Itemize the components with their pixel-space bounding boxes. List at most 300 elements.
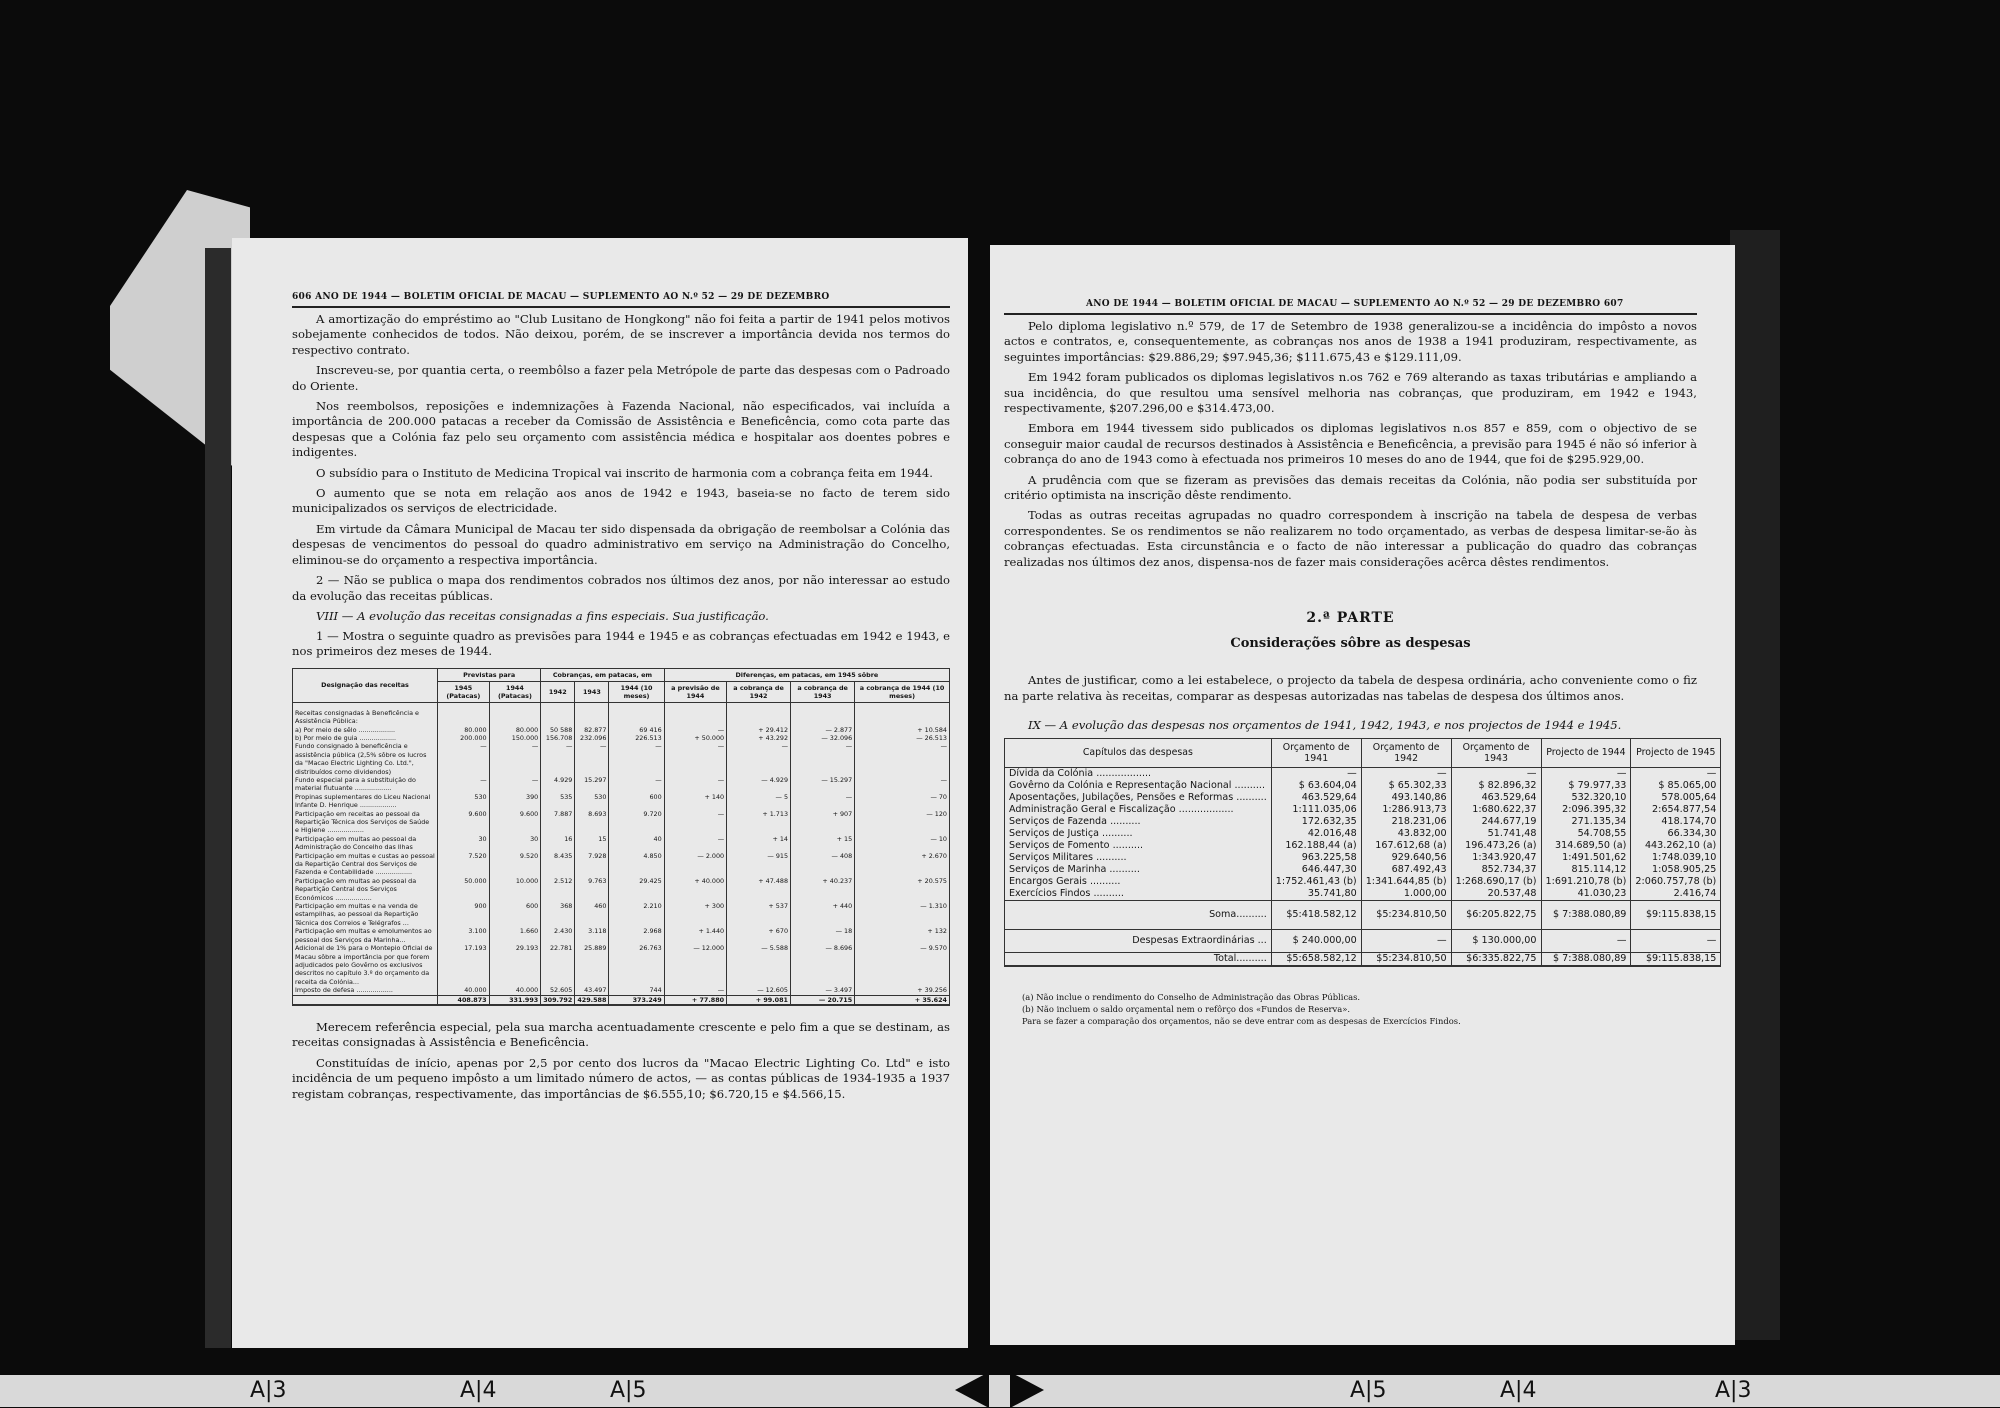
row-label: Administração Geral e Fiscalização .................. — [1005, 804, 1272, 816]
cell-value: — 12.000 — [664, 944, 726, 986]
table-row — [293, 810, 950, 835]
table-header-row — [1005, 738, 1721, 767]
table-row — [1005, 864, 1721, 876]
cell-value: 15 — [575, 835, 609, 852]
cell-value: 40.000 — [489, 986, 541, 995]
cell-value: — — [1631, 929, 1721, 952]
cell-value: + 140 — [664, 793, 726, 810]
row-label: Participação em multas e na venda de estampilhas, ao pessoal da Repartição Técnica dos Correios e Telégrafos ... — [293, 902, 438, 927]
section-intro: 1 — Mostra o seguinte quadro as previsões para 1944 e 1945 e as cobranças efectuadas em 1942 e 1943, e nos primeiros dez meses de 1944. — [292, 628, 950, 659]
column-header: a cobrança de 1942 — [727, 681, 791, 702]
cell-value: 535 — [541, 793, 575, 810]
part-intro: Antes de justificar, como a lei estabelece, o projecto da tabela de despesa ordinária, acho conveniente como o fiz na parte relativa às receitas, comparar as despesas autorizadas nas tabelas de despesa dos últimos anos. — [1004, 673, 1697, 703]
cell-value: $ 63.604,04 — [1271, 780, 1361, 792]
cell-value: 2.968 — [609, 927, 664, 944]
table-row — [1005, 852, 1721, 864]
cell-value — [575, 702, 609, 725]
cell-value: 2.416,74 — [1631, 888, 1721, 901]
cell-value: 271.135,34 — [1541, 816, 1631, 828]
column-header: Projecto de 1944 — [1541, 738, 1631, 767]
cell-value: 9.520 — [489, 852, 541, 877]
cell-value: $ 85.065,00 — [1631, 780, 1721, 792]
cell-value: — 70 — [855, 793, 950, 810]
film-mark: A|5 — [1350, 1378, 1387, 1403]
cell-value: — 12.605 — [727, 986, 791, 995]
paragraph: O subsídio para o Instituto de Medicina Tropical vai inscrito de harmonia com a cobrança feita em 1944. — [316, 465, 933, 480]
column-header: Projecto de 1945 — [1631, 738, 1721, 767]
cell-value: 2:096.395,32 — [1541, 804, 1631, 816]
cell-value: + 20.575 — [855, 877, 950, 902]
cell-value: 532.320,10 — [1541, 792, 1631, 804]
cell-value: 10.000 — [489, 877, 541, 902]
paragraph: Embora em 1944 tivessem sido publicados os diplomas legislativos n.os 857 e 859, com o objectivo de se conseguir maior caudal de recursos destinados à Assistência e Beneficência, a previsão para 1945 é não só inferior à cobrança do ano de 1943 como à efectuada nos primeiros 10 meses do ano de 1944, que foi de $295.929,00. — [1004, 421, 1697, 467]
cell-value: 16 — [541, 835, 575, 852]
table-row — [1005, 792, 1721, 804]
paragraph: Todas as outras receitas agrupadas no quadro correspondem à inscrição na tabela de despesa de verbas correspondentes. Se os rendimentos se não realizarem no todo orçamentado, as verbas de despesa limitar-se-ão às cobranças efectuadas. Esta circunstância e o facto de não interessar a publicação do quadro das cobranças realizadas nos últimos dez anos, dispensa-nos de fazer mais considerações acêrca dêstes rendimentos. — [1004, 508, 1697, 569]
table-row — [1005, 828, 1721, 840]
cell-value: 3.118 — [575, 927, 609, 944]
cell-value: $5:234.810,50 — [1361, 900, 1451, 929]
cell-value: — — [664, 810, 726, 835]
column-header: a cobrança de 1944 (10 meses) — [855, 681, 950, 702]
cell-value: 963.225,58 — [1271, 852, 1361, 864]
cell-value: — 3.497 — [791, 986, 855, 995]
cell-value: 1:341.644,85 (b) — [1361, 876, 1451, 888]
cell-value: 1:691.210,78 (b) — [1541, 876, 1631, 888]
cell-value: 218.231,06 — [1361, 816, 1451, 828]
cell-value: 200.000 — [438, 734, 490, 742]
row-label: Participação em receitas ao pessoal da Repartição Técnica dos Serviços de Saúde e Higiene .................. — [293, 810, 438, 835]
cell-value: — 408 — [791, 852, 855, 877]
cell-value: 314.689,50 (a) — [1541, 840, 1631, 852]
cell-value: 373.249 — [609, 995, 664, 1005]
column-header: 1944 (10 meses) — [609, 681, 664, 702]
cell-value: 429.588 — [575, 995, 609, 1005]
paragraph: O aumento que se nota em relação aos anos de 1942 e 1943, baseia-se no facto de terem sido municipalizados os serviços de electricidade. — [292, 486, 950, 516]
cell-value — [664, 702, 726, 725]
cell-value: 2.430 — [541, 927, 575, 944]
table-row — [1005, 888, 1721, 901]
cell-value: — — [1361, 929, 1451, 952]
cell-value: 1:058.905,25 — [1631, 864, 1721, 876]
column-header: a cobrança de 1943 — [791, 681, 855, 702]
right-page-header: ANO DE 1944 — BOLETIM OFICIAL DE MACAU — SUPLEMENTO AO N.º 52 — 29 DE DEZEMBRO 607 — [1086, 299, 1624, 309]
cell-value: — 915 — [727, 852, 791, 877]
cell-value: 463.529,64 — [1451, 792, 1541, 804]
row-label: Fundo consignado à beneficência e assistência pública (2,5% sôbre os lucros da "Macao Electric Lighting Co. Ltd.", distribuídos como dividendos) — [293, 742, 438, 776]
cell-value: 368 — [541, 902, 575, 927]
left-book-edge — [205, 248, 231, 1348]
right-page — [990, 245, 1735, 1345]
cell-value: — — [609, 776, 664, 793]
film-mark: A|4 — [460, 1378, 497, 1403]
row-label: Govêrno da Colónia e Representação Nacional .......... — [1005, 780, 1272, 792]
right-paragraphs — [1004, 319, 1697, 570]
cell-value: + 132 — [855, 927, 950, 944]
cell-value: 22.781 — [541, 944, 575, 986]
table-row — [293, 877, 950, 902]
cell-value: + 43.292 — [727, 734, 791, 742]
total-row — [1005, 952, 1721, 966]
cell-value: + 40.000 — [664, 877, 726, 902]
cell-value: — — [855, 742, 950, 776]
row-label: Total.......... — [1005, 952, 1272, 966]
cell-value: + 300 — [664, 902, 726, 927]
cell-value: 1:491.501,62 — [1541, 852, 1631, 864]
cell-value: — — [1451, 767, 1541, 780]
footnote: (a) Não inclue o rendimento do Conselho de Administração das Obras Públicas. — [1022, 991, 1361, 1002]
cell-value: — — [791, 742, 855, 776]
cell-value — [489, 702, 541, 725]
cell-value: 51.741,48 — [1451, 828, 1541, 840]
cell-value — [855, 702, 950, 725]
left-paragraphs — [292, 312, 950, 604]
cell-value: — 2.877 — [791, 726, 855, 734]
film-bottom-strip — [0, 1375, 2000, 1407]
column-header: 1944 (Patacas) — [489, 681, 541, 702]
paragraph: Constituídas de início, apenas por 2,5 por cento dos lucros da "Macao Electric Lighting Co. Ltd" e isto incidência de um pequeno impôsto a um limitado número de actos, — as contas públicas de 1934-1935 a 1937 registam cobranças, respectivamente, das importâncias de $6.555,10; $6.720,15 e $4.566,15. — [292, 1055, 950, 1101]
extra-row — [1005, 929, 1721, 952]
cell-value — [727, 702, 791, 725]
cell-value: 1.660 — [489, 927, 541, 944]
cell-value: 29.425 — [609, 877, 664, 902]
cell-value: — — [664, 726, 726, 734]
cell-value: + 670 — [727, 927, 791, 944]
row-label: Encargos Gerais .......... — [1005, 876, 1272, 888]
cell-value: 29.193 — [489, 944, 541, 986]
cell-value: 30 — [438, 835, 490, 852]
row-label: Adicional de 1% para o Montepio Oficial de Macau sôbre a importância por que forem adjudicados pelo Govêrno os exclusivos descritos no capítulo 3.º do orçamento da receita da Colónia... — [293, 944, 438, 986]
cell-value: 2.210 — [609, 902, 664, 927]
cell-value: $ 79.977,33 — [1541, 780, 1631, 792]
cell-value: 7.887 — [541, 810, 575, 835]
paragraph: Em virtude da Câmara Municipal de Macau ter sido dispensada da obrigação de reembolsar a Colónia das despesas de vencimentos do pessoal do quadro administrativo em serviço na Administração do Concelho, eliminou-se do orçamento a respectiva importância. — [292, 521, 950, 567]
cell-value: 196.473,26 (a) — [1451, 840, 1541, 852]
film-mark: A|3 — [1715, 1378, 1752, 1403]
cell-value: 25.889 — [575, 944, 609, 986]
right-book-edge — [1730, 230, 1780, 1340]
column-header: 1945 (Patacas) — [438, 681, 490, 702]
cell-value: $5:658.582,12 — [1271, 952, 1361, 966]
cell-value: — 1.310 — [855, 902, 950, 927]
cell-value: — — [1271, 767, 1361, 780]
cell-value: — 5 — [727, 793, 791, 810]
cell-value: $5:234.810,50 — [1361, 952, 1451, 966]
row-label: Soma.......... — [1005, 900, 1272, 929]
column-header: 1943 — [575, 681, 609, 702]
cell-value: + 1.713 — [727, 810, 791, 835]
cell-value: 244.677,19 — [1451, 816, 1541, 828]
footnote: (b) Não incluem o saldo orçamental nem o refôrço dos «Fundos de Reserva». — [1022, 1003, 1351, 1014]
cell-value: 80.000 — [489, 726, 541, 734]
cell-value: 815.114,12 — [1541, 864, 1631, 876]
cell-value: 418.174,70 — [1631, 816, 1721, 828]
table-row — [293, 726, 950, 734]
cell-value: + 907 — [791, 810, 855, 835]
cell-value: 1:286.913,73 — [1361, 804, 1451, 816]
left-page — [232, 238, 968, 1348]
cell-value: 15.297 — [575, 776, 609, 793]
cell-value: 54.708,55 — [1541, 828, 1631, 840]
cell-value: + 15 — [791, 835, 855, 852]
cell-value: + 29.412 — [727, 726, 791, 734]
cell-value: 66.334,30 — [1631, 828, 1721, 840]
cell-value: — — [489, 776, 541, 793]
part-title: 2.ª PARTE — [1306, 610, 1395, 627]
table-body — [293, 702, 950, 1005]
cell-value: 600 — [489, 902, 541, 927]
cell-value: 43.497 — [575, 986, 609, 995]
cell-value: 463.529,64 — [1271, 792, 1361, 804]
cell-value: $ 7:388.080,89 — [1541, 900, 1631, 929]
cell-value: 150.000 — [489, 734, 541, 742]
table-row — [293, 734, 950, 742]
table-row — [293, 793, 950, 810]
cell-value: 52.605 — [541, 986, 575, 995]
cell-value: 41.030,23 — [1541, 888, 1631, 901]
cell-value: + 77.880 — [664, 995, 726, 1005]
paragraph: Em 1942 foram publicados os diplomas legislativos n.os 762 e 769 alterando as taxas tributárias e ampliando a sua incidência, do que resultou uma sensível melhoria nas cobranças, que produziram, em 1942 e 1943, respectivamente, $207.296,00 e $314.473,00. — [1004, 370, 1697, 416]
cell-value: — 10 — [855, 835, 950, 852]
row-label: Participação em multas e custas ao pessoal da Repartição Central dos Serviços de Fazenda e Contabilidade .................. — [293, 852, 438, 877]
cell-value: — 18 — [791, 927, 855, 944]
row-label: Serviços de Justiça .......... — [1005, 828, 1272, 840]
cell-value: 7.928 — [575, 852, 609, 877]
cell-value: — — [1631, 767, 1721, 780]
cell-value: + 14 — [727, 835, 791, 852]
cell-value: 172.632,35 — [1271, 816, 1361, 828]
row-label: Serviços de Fazenda .......... — [1005, 816, 1272, 828]
cell-value: — 26.513 — [855, 734, 950, 742]
row-label: Aposentações, Jubilações, Pensões e Reformas .......... — [1005, 792, 1272, 804]
cell-value: 50.000 — [438, 877, 490, 902]
cell-value: — 2.000 — [664, 852, 726, 877]
row-label: Participação em multas e emolumentos ao pessoal dos Serviços da Marinha... — [293, 927, 438, 944]
table-row — [293, 927, 950, 944]
cell-value: 4.850 — [609, 852, 664, 877]
table-row — [1005, 840, 1721, 852]
cell-value: — 8.696 — [791, 944, 855, 986]
cell-value: 929.640,56 — [1361, 852, 1451, 864]
cell-value: — — [609, 742, 664, 776]
table-row — [1005, 767, 1721, 780]
cell-value: — — [1361, 767, 1451, 780]
cell-value: + 10.584 — [855, 726, 950, 734]
cell-value: 852.734,37 — [1451, 864, 1541, 876]
cell-value: 50 588 — [541, 726, 575, 734]
cell-value: — 32.096 — [791, 734, 855, 742]
cell-value: 4.929 — [541, 776, 575, 793]
cell-value — [609, 702, 664, 725]
cell-value: 2:654.877,54 — [1631, 804, 1721, 816]
cell-value: — — [438, 776, 490, 793]
cell-value: + 35.624 — [855, 995, 950, 1005]
cell-value: — 9.570 — [855, 944, 950, 986]
film-mark: A|3 — [250, 1378, 287, 1403]
cell-value: 646.447,30 — [1271, 864, 1361, 876]
footnotes — [1004, 991, 1697, 1027]
cell-value: — 20.715 — [791, 995, 855, 1005]
column-header: Orçamento de 1942 — [1361, 738, 1451, 767]
cell-value: — 4.929 — [727, 776, 791, 793]
table-body — [1005, 767, 1721, 966]
cell-value: 9.720 — [609, 810, 664, 835]
cell-value: 162.188,44 (a) — [1271, 840, 1361, 852]
cell-value: — — [727, 742, 791, 776]
cell-value: 900 — [438, 902, 490, 927]
cell-value: + 99.081 — [727, 995, 791, 1005]
cell-value: — — [1541, 767, 1631, 780]
cell-value: 1:111.035,06 — [1271, 804, 1361, 816]
cell-value: + 1.440 — [664, 927, 726, 944]
table-row — [293, 986, 950, 995]
table-row — [293, 902, 950, 927]
row-label: Exercícios Findos .......... — [1005, 888, 1272, 901]
row-label: Imposto de defesa .................. — [293, 986, 438, 995]
cell-value: $6:335.822,75 — [1451, 952, 1541, 966]
cell-value: + 50.000 — [664, 734, 726, 742]
cell-value: + 537 — [727, 902, 791, 927]
cell-value: 1.000,00 — [1361, 888, 1451, 901]
table-row — [293, 944, 950, 986]
cell-value: + 440 — [791, 902, 855, 927]
cell-value: 1:343.920,47 — [1451, 852, 1541, 864]
table-row — [1005, 780, 1721, 792]
cell-value: 8.435 — [541, 852, 575, 877]
arrow-right-icon — [1010, 1372, 1044, 1408]
cell-value: — — [664, 776, 726, 793]
cell-value: 40 — [609, 835, 664, 852]
arrow-left-icon — [955, 1372, 989, 1408]
cell-value: — — [438, 742, 490, 776]
cell-value: 156.708 — [541, 734, 575, 742]
cell-value: 1:748.039,10 — [1631, 852, 1721, 864]
row-label: Dívida da Colónia .................. — [1005, 767, 1272, 780]
footnote: Para se fazer a comparação dos orçamentos, não se deve entrar com as despesas de Exercícios Findos. — [1022, 1015, 1461, 1026]
cell-value: — 120 — [855, 810, 950, 835]
cell-value: 493.140,86 — [1361, 792, 1451, 804]
row-label: b) Por meio de guia .................. — [293, 734, 438, 742]
cell-value: 1:268.690,17 (b) — [1451, 876, 1541, 888]
table-row — [293, 776, 950, 793]
section-title-ix: IX — A evolução das despesas nos orçamentos de 1941, 1942, 1943, e nos projectos de 1944 e 1945. — [1028, 717, 1622, 732]
cell-value: — — [541, 742, 575, 776]
cell-value: + 39.256 — [855, 986, 950, 995]
paragraph: Pelo diploma legislativo n.º 579, de 17 de Setembro de 1938 generalizou-se a incidência do impôsto a novos actos e contratos, e, consequentemente, as cobranças nos anos de 1938 a 1941 produziram, respectivamente, as seguintes importâncias: $29.886,29; $97.945,36; $111.675,43 e $129.111,09. — [1004, 319, 1697, 364]
paragraph: Merecem referência especial, pela sua marcha acentuadamente crescente e pelo fim a que se destinam, as receitas consignadas à Assistência e Beneficência. — [292, 1019, 950, 1050]
cell-value: $ 130.000,00 — [1451, 929, 1541, 952]
cell-value: $5:418.582,12 — [1271, 900, 1361, 929]
row-label: Propinas suplementares do Liceu Nacional Infante D. Henrique .................. — [293, 793, 438, 810]
cell-value: 40.000 — [438, 986, 490, 995]
cell-value: — — [664, 986, 726, 995]
cell-value: 687.492,43 — [1361, 864, 1451, 876]
cell-value: 1:752.461,43 (b) — [1271, 876, 1361, 888]
row-label: a) Por meio de sêlo .................. — [293, 726, 438, 734]
cell-value — [438, 702, 490, 725]
paragraph: Nos reembolsos, reposições e indemnizações à Fazenda Nacional, não especificados, vai incluída a importância de 200.000 patacas a receber da Comissão de Assistência e Beneficência, como cota parte das despesas que a Colónia faz pelo seu orçamento com assistência médica e hospitalar aos doentes pobres e indigentes. — [292, 399, 950, 460]
cell-value: $ 240.000,00 — [1271, 929, 1361, 952]
header-rule — [1004, 313, 1697, 315]
paragraph: Inscreveu-se, por quantia certa, o reembôlso a fazer pela Metrópole de parte das despesas com o Padroado do Oriente. — [292, 363, 950, 393]
col-group-cobrancas: Cobranças, em patacas, em — [541, 668, 664, 681]
cell-value: 17.193 — [438, 944, 490, 986]
left-paragraphs-after — [292, 1020, 950, 1102]
cell-value: 9.763 — [575, 877, 609, 902]
cell-value: — — [791, 793, 855, 810]
cell-value: $ 65.302,33 — [1361, 780, 1451, 792]
row-label: Serviços de Fomento .......... — [1005, 840, 1272, 852]
section-title-viii: VIII — A evolução das receitas consignadas a fins especiais. Sua justificação. — [316, 608, 769, 623]
row-label: Fundo especial para a substituição do material flutuante .................. — [293, 776, 438, 793]
cell-value: + 47.488 — [727, 877, 791, 902]
table-row — [293, 702, 950, 725]
cell-value: 2:060.757,78 (b) — [1631, 876, 1721, 888]
soma-row — [1005, 900, 1721, 929]
col-designacao: Designação das receitas — [293, 668, 438, 702]
cell-value: 82.877 — [575, 726, 609, 734]
col-group-diferencas: Diferenças, em patacas, em 1945 sôbre — [664, 668, 949, 681]
column-header: 1942 — [541, 681, 575, 702]
paragraph: A prudência com que se fizeram as previsões das demais receitas da Colónia, não podia ser substituída por critério optimista na inscrição dêste rendimento. — [1004, 472, 1697, 503]
cell-value: 35.741,80 — [1271, 888, 1361, 901]
column-header: a previsão de 1944 — [664, 681, 726, 702]
table-row — [1005, 804, 1721, 816]
left-page-header: 606 ANO DE 1944 — BOLETIM OFICIAL DE MACAU — SUPLEMENTO AO N.º 52 — 29 DE DEZEMBRO — [292, 292, 830, 302]
cell-value: $9:115.838,15 — [1631, 952, 1721, 966]
header-rule — [292, 306, 950, 308]
cell-value: 26.763 — [609, 944, 664, 986]
table-row — [293, 852, 950, 877]
row-label: Despesas Extraordinárias ... — [1005, 929, 1272, 952]
cell-value — [541, 702, 575, 725]
cell-value: 2.512 — [541, 877, 575, 902]
cell-value: 460 — [575, 902, 609, 927]
cell-value: — — [855, 776, 950, 793]
cell-value: 578.005,64 — [1631, 792, 1721, 804]
column-header: Capítulos das despesas — [1005, 738, 1272, 767]
film-mark: A|5 — [610, 1378, 647, 1403]
cell-value: — — [664, 742, 726, 776]
cell-value: 1:680.622,37 — [1451, 804, 1541, 816]
row-label: Serviços Militares .......... — [1005, 852, 1272, 864]
cell-value: 530 — [438, 793, 490, 810]
row-label: Serviços de Marinha .......... — [1005, 864, 1272, 876]
paragraph: A amortização do empréstimo ao "Club Lusitano de Hongkong" não foi feita a partir de 1941 pelos motivos sobejamente conhecidos de todos. Não deixou, porém, de se inscrever a importância devida nos termos do respectivo contrato. — [292, 312, 950, 357]
cell-value: 43.832,00 — [1361, 828, 1451, 840]
cell-value: 443.262,10 (a) — [1631, 840, 1721, 852]
cell-value: 3.100 — [438, 927, 490, 944]
cell-value: 42.016,48 — [1271, 828, 1361, 840]
cell-value: 7.520 — [438, 852, 490, 877]
cell-value: 744 — [609, 986, 664, 995]
col-group-previstas: Previstas para — [438, 668, 541, 681]
cell-value: 530 — [575, 793, 609, 810]
cell-value: + 2.670 — [855, 852, 950, 877]
cell-value: — — [1541, 929, 1631, 952]
cell-value: 20.537,48 — [1451, 888, 1541, 901]
row-label: Participação em multas ao pessoal da Repartição Central dos Serviços Económicos .................. — [293, 877, 438, 902]
cell-value: — 5.588 — [727, 944, 791, 986]
cell-value: — — [489, 742, 541, 776]
cell-value: $6:205.822,75 — [1451, 900, 1541, 929]
table-row — [293, 835, 950, 852]
cell-value: 226.513 — [609, 734, 664, 742]
cell-value — [791, 702, 855, 725]
cell-value: 9.600 — [489, 810, 541, 835]
cell-value: 232.096 — [575, 734, 609, 742]
table-row — [1005, 816, 1721, 828]
